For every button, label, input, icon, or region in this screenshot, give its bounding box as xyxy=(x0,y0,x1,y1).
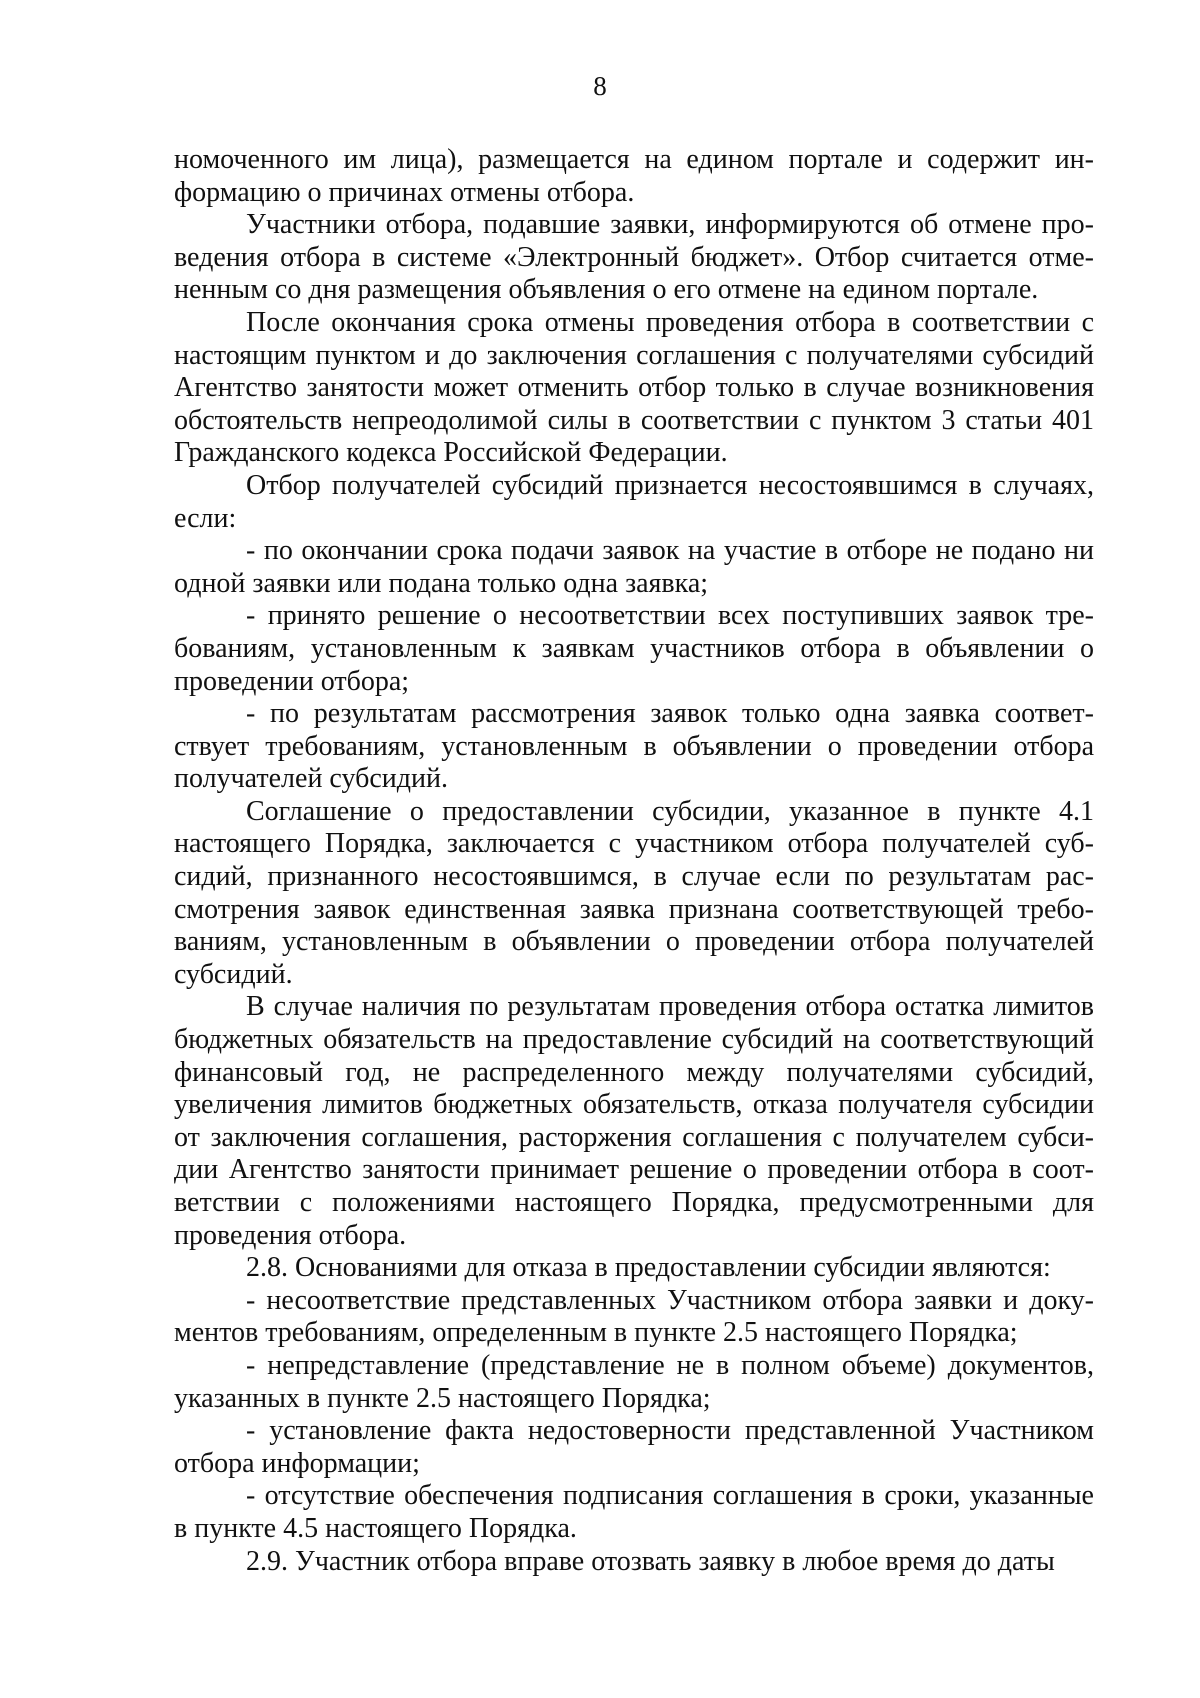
paragraph-continuation: номоченного им лица), размещается на едином портале и содержит информацию о причинах отмены отбора. xyxy=(174,144,1094,208)
section-heading-2-8: 2.8. Основаниями для отказа в предоставлении субсидии являются: xyxy=(246,1252,1051,1284)
paragraph: После окончания срока отмены проведения отбора в соответствии с настоящим пунктом и до заключения соглашения с получателями субсидий Агентство занятости может отменить отбор только в случае возникновения обстоятельств непреодолимой силы в соответствии с пунктом 3 статьи 401 Гражданского кодекса Российской Федерации. xyxy=(174,306,1094,469)
paragraph: Отбор получателей субсидий признается несостоявшимся в случаях, если: xyxy=(174,469,1094,534)
page-number: 8 xyxy=(593,71,607,101)
section-heading-2-9: 2.9. Участник отбора вправе отозвать заявку в любое время до даты xyxy=(246,1545,1055,1577)
document-body xyxy=(174,144,1094,1578)
paragraph: Соглашение о предоставлении субсидии, указанное в пункте 4.1 настоящего Порядка, заключается с участником отбора получателей субсидий, признанного несостоявшимся, в случае если по результатам рассмотрения заявок единственная заявка признана соответствующей требованиям, установленным в объявлении о проведении отбора получателей субсидий. xyxy=(174,795,1094,990)
list-item: - по результатам рассмотрения заявок только одна заявка соответствует требованиям, установленным в объявлении о проведении отбора получателей субсидий. xyxy=(174,698,1094,795)
list-item: - отсутствие обеспечения подписания соглашения в сроки, указанные в пункте 4.5 настоящего Порядка. xyxy=(174,1480,1094,1544)
list-item: - несоответствие представленных Участником отбора заявки и документов требованиям, определенным в пункте 2.5 настоящего Порядка; xyxy=(174,1284,1094,1349)
list-item: - непредставление (представление не в полном объеме) документов, указанных в пункте 2.5 настоящего Порядка; xyxy=(174,1349,1094,1414)
paragraph: Участники отбора, подавшие заявки, информируются об отмене проведения отбора в системе «Электронный бюджет». Отбор считается отмененным со дня размещения объявления о его отмене на едином портале. xyxy=(174,209,1094,306)
list-item: - принято решение о несоответствии всех поступивших заявок требованиям, установленным к заявкам участников отбора в объявлении о проведении отбора; xyxy=(174,600,1094,697)
list-item: - по окончании срока подачи заявок на участие в отборе не подано ни одной заявки или подана только одна заявка; xyxy=(174,535,1094,599)
list-item: - установление факта недостоверности представленной Участником отбора информации; xyxy=(174,1415,1094,1479)
paragraph: В случае наличия по результатам проведения отбора остатка лимитов бюджетных обязательств на предоставление субсидий на соответствующий финансовый год, не распределенного между получателями субсидий, увеличения лимитов бюджетных обязательств, отказа получателя субсидии от заключения соглашения, расторжения соглашения с получателем субсидии Агентство занятости принимает решение о проведении отбора в соответствии с положениями настоящего Порядка, предусмотренными для проведения отбора. xyxy=(174,991,1094,1251)
